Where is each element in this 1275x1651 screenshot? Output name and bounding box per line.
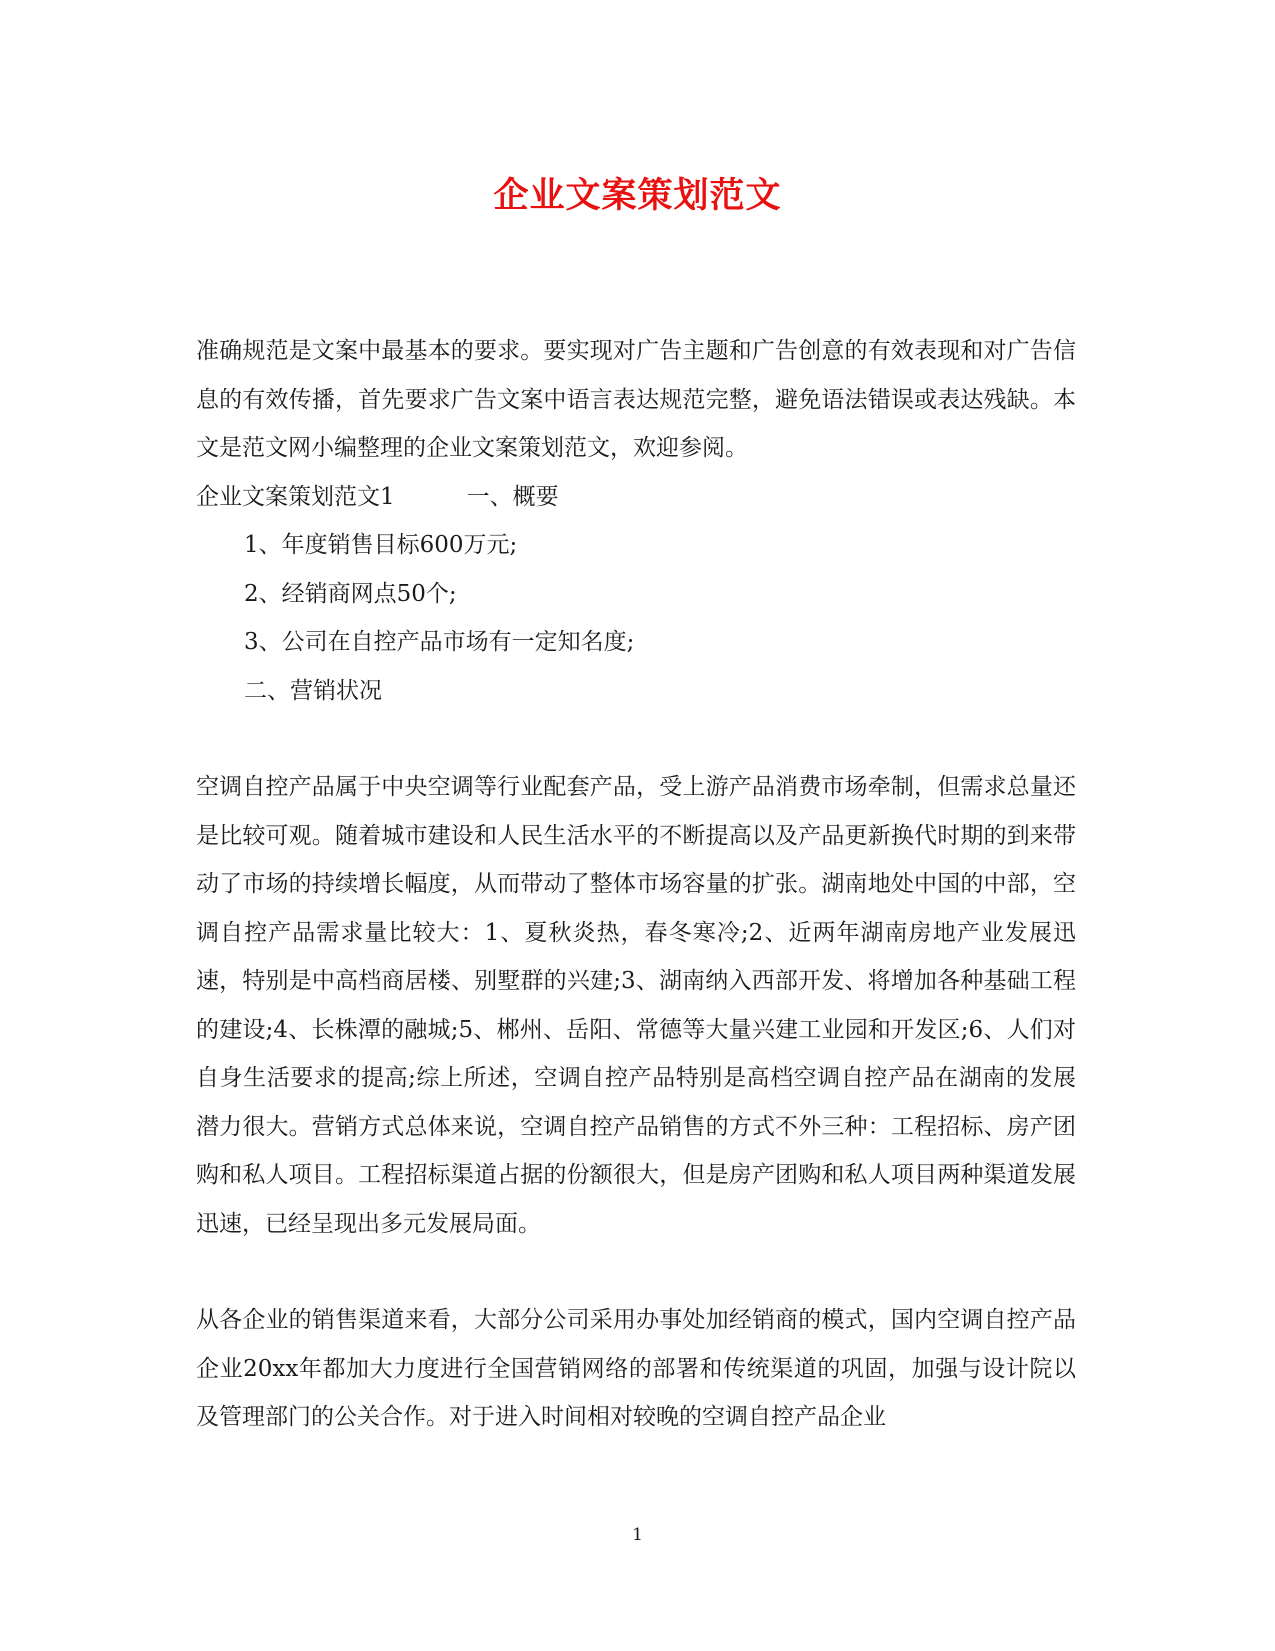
page-number: 1 — [632, 1525, 643, 1545]
marketing-paragraph-2: 从各企业的销售渠道来看，大部分公司采用办事处加经销商的模式，国内空调自控产品企业20xx年都加大力度进行全国营销网络的部署和传统渠道的巩固，加强与设计院以及管理部门的公关合作。对于进入时间相对较晚的空调自控产品企业 — [196, 1307, 1076, 1430]
marketing-heading: 二、营销状况 — [244, 677, 382, 704]
overview-item-1: 1、年度销售目标600万元; — [244, 532, 518, 558]
document-title: 企业文案策划范文 — [493, 175, 782, 216]
overview-item-3: 3、公司在自控产品市场有一定知名度; — [244, 629, 635, 655]
intro-paragraph: 准确规范是文案中最基本的要求。要实现对广告主题和广告创意的有效表现和对广告信息的有效传播，首先要求广告文案中语言表达规范完整，避免语法错误或表达残缺。本文是范文网小编整理的企业文案策划范文，欢迎参阅。 — [196, 338, 1076, 461]
document-body — [196, 327, 1076, 1442]
overview-item-2: 2、经销商网点50个; — [244, 580, 457, 607]
marketing-paragraph-1: 空调自控产品属于中央空调等行业配套产品，受上游产品消费市场牵制，但需求总量还是比较可观。随着城市建设和人民生活水平的不断提高以及产品更新换代时期的到来带动了市场的持续增长幅度，从而带动了整体市场容量的扩张。湖南地处中国的中部，空调自控产品需求量比较大：1、夏秋炎热，春冬寒冷;2、近两年湖南房地产业发展迅速，特别是中高档商居楼、别墅群的兴建;3、湖南纳入西部开发、将增加各种基础工程的建设;4、长株潭的融城;5、郴州、岳阳、常德等大量兴建工业园和开发区;6、人们对自身生活要求的提高;综上所述，空调自控产品特别是高档空调自控产品在湖南的发展潜力很大。营销方式总体来说，空调自控产品销售的方式不外三种：工程招标、房产团购和私人项目。工程招标渠道占据的份额很大，但是房产团购和私人项目两种渠道发展迅速，已经呈现出多元发展局面。 — [196, 774, 1076, 1237]
section-heading-row — [196, 473, 1076, 522]
section-label: 企业文案策划范文1 — [196, 483, 395, 510]
overview-heading: 一、概要 — [466, 483, 559, 510]
